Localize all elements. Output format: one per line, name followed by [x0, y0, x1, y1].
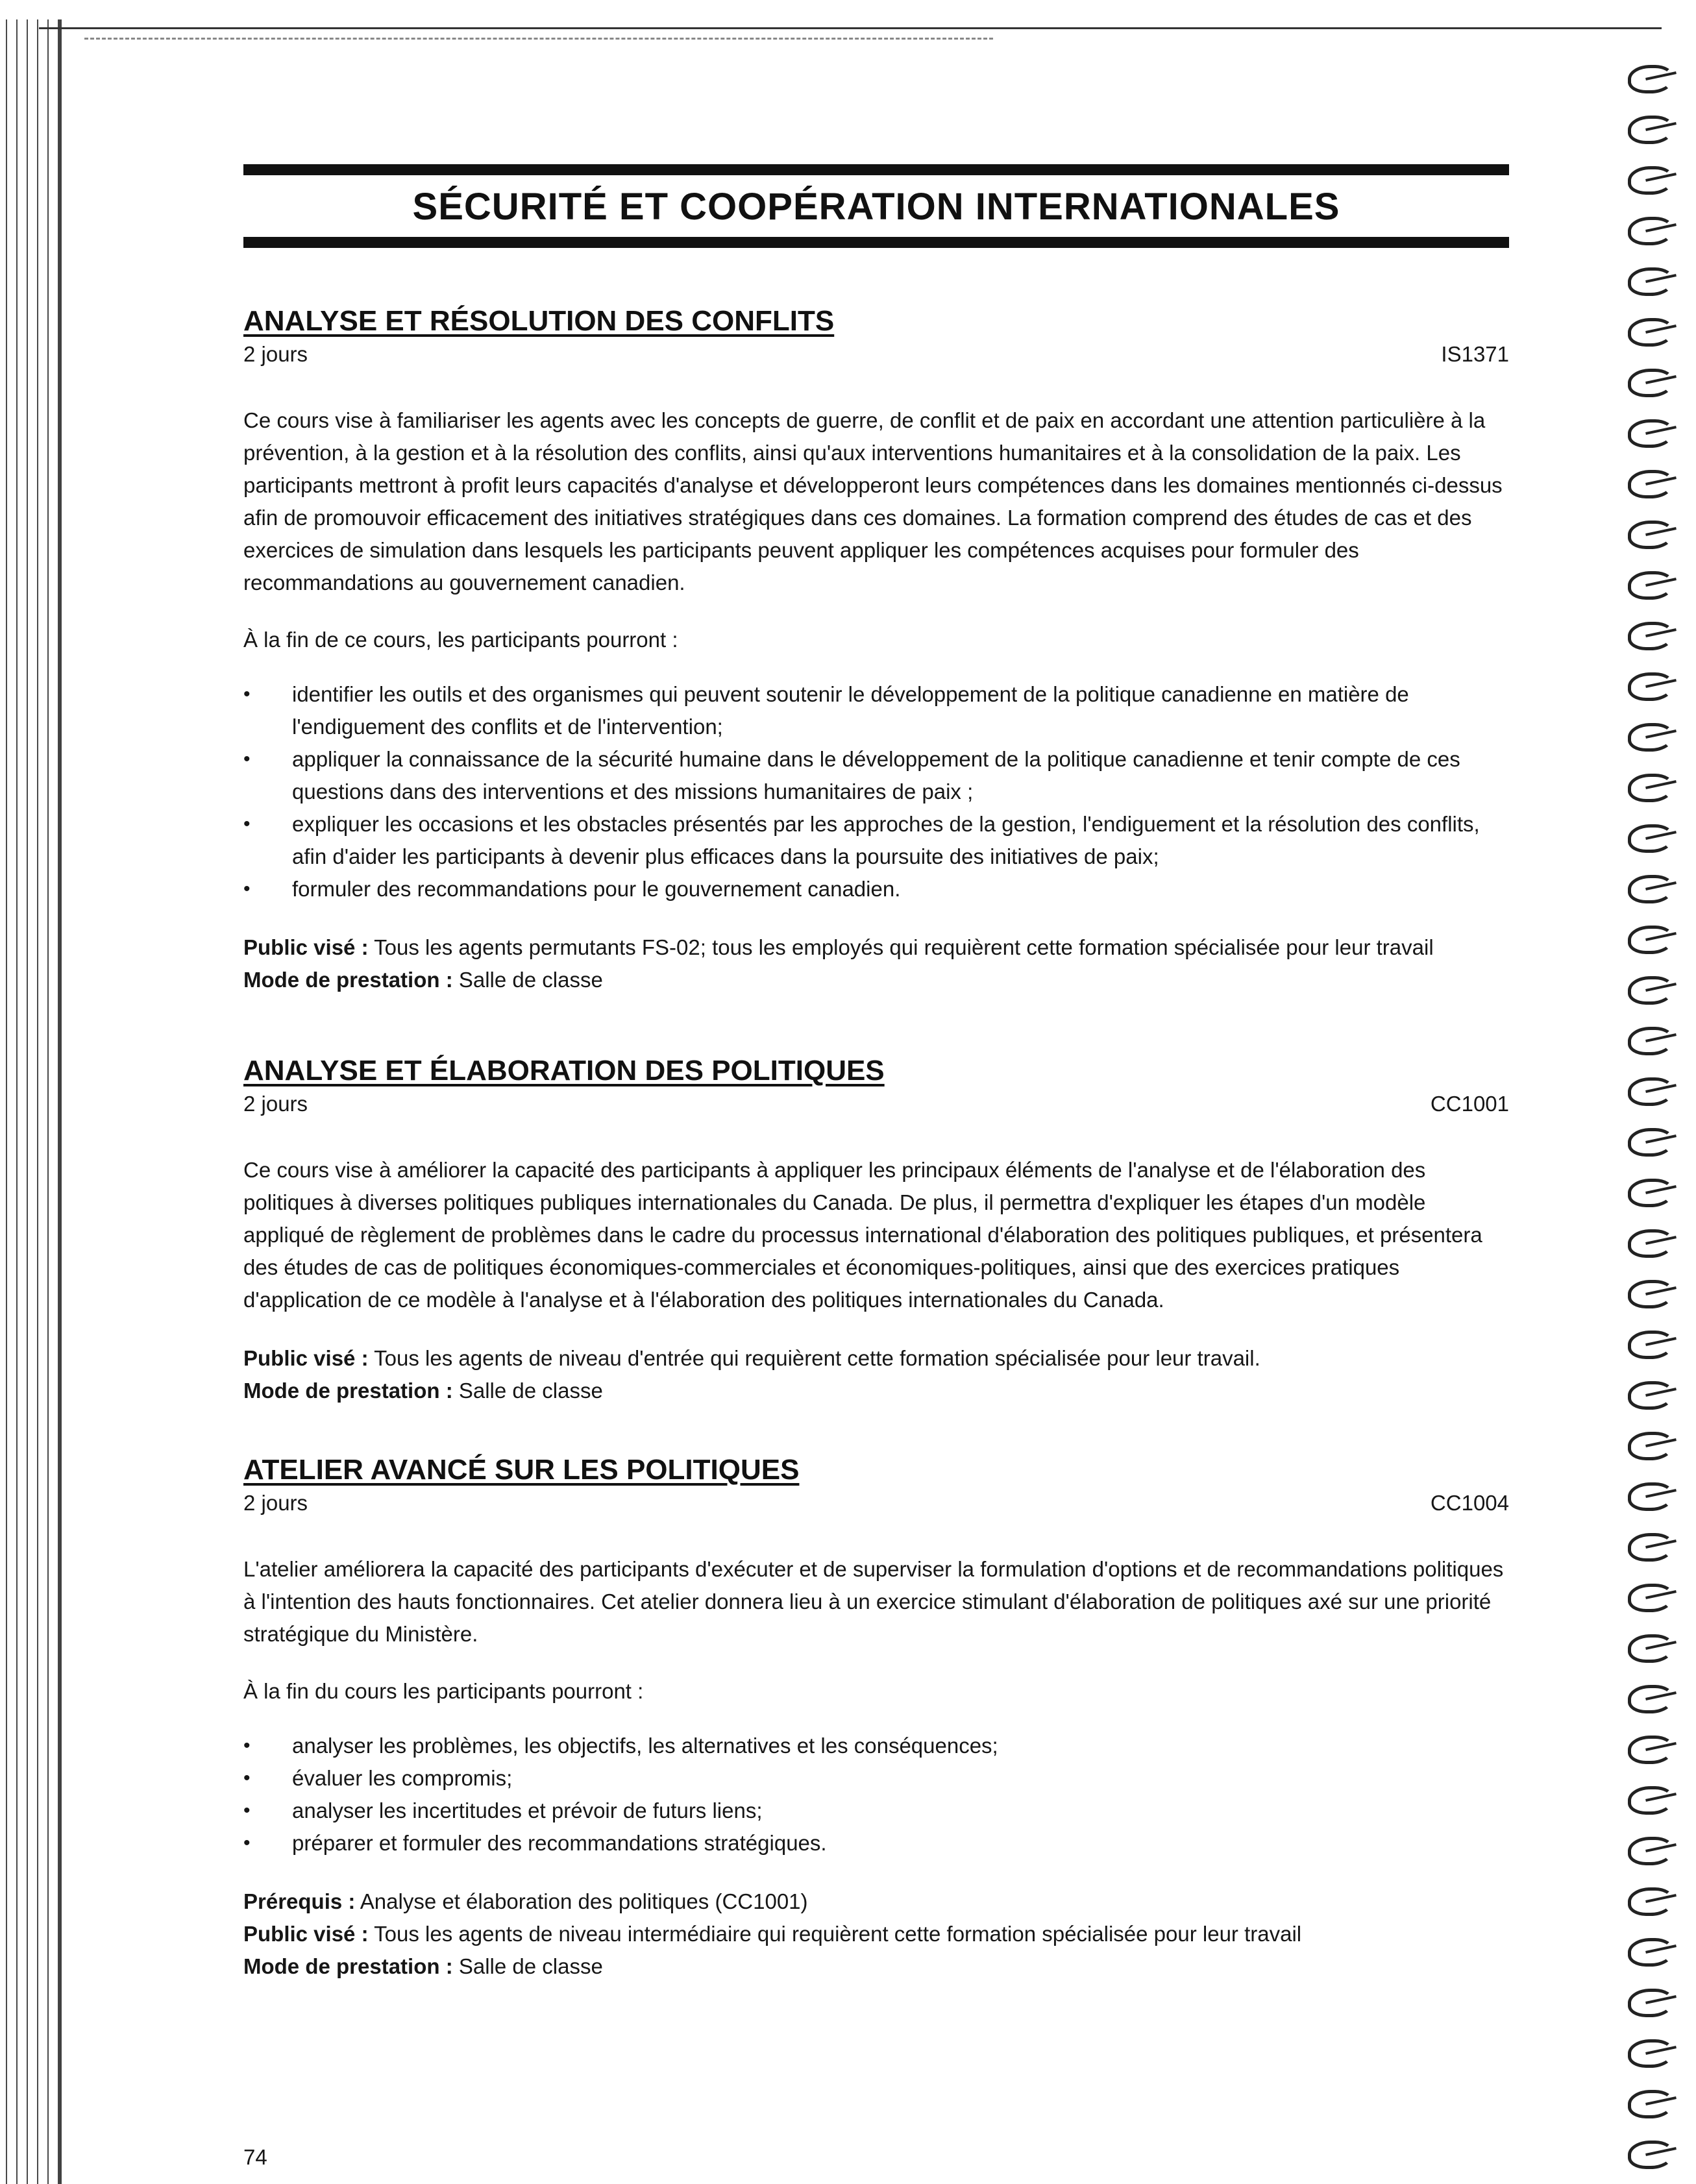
list-item: • formuler des recommandations pour le gouvernement canadien. — [243, 873, 1509, 905]
audience-line — [243, 1918, 1509, 1950]
course-title: ANALYSE ET ÉLABORATION DES POLITIQUES — [243, 1055, 885, 1086]
spiral-loop — [1628, 824, 1673, 853]
spiral-loop — [1628, 2039, 1673, 2068]
list-item: • identifier les outils et des organismes qui peuvent soutenir le développement de la politique canadienne en matière de l'endiguement des conflits et de l'intervention; — [243, 678, 1509, 743]
spiral-loop — [1628, 1331, 1673, 1359]
list-item: • préparer et formuler des recommandations stratégiques. — [243, 1827, 1509, 1859]
prerequisite-value: Analyse et élaboration des politiques (CC1001) — [360, 1889, 808, 1913]
objectives-list — [243, 678, 1509, 905]
audience-label: Public visé : — [243, 935, 369, 959]
spiral-loop — [1628, 267, 1673, 296]
spiral-loop — [1628, 369, 1673, 397]
delivery-line — [243, 1950, 1509, 1983]
objectives-intro: À la fin du cours les participants pourront : — [243, 1678, 644, 1703]
audience-line — [243, 1342, 1509, 1375]
spiral-loop — [1628, 470, 1673, 498]
spiral-loop — [1628, 1027, 1673, 1055]
course-description: Ce cours vise à familiariser les agents avec les concepts de guerre, de conflit et de paix en accordant une attention particulière à la prévention, à la gestion et à la résolution des conflits, ainsi qu'aux interventions humanitaires et à la consolidation de la paix. Les participants mettront à profit leurs capacités d'analyse et développeront leurs compétences dans les domaines mentionnés ci-dessus afin de promouvoir efficacement des initiatives stratégiques dans ces domaines. La formation comprend des études de cas et des exercices de simulation dans lesquels les participants peuvent appliquer les compétences acquises pour formuler des recommandations au gouvernement canadien. — [243, 408, 1503, 595]
course-meta — [243, 1491, 1509, 1515]
binding-edge — [0, 19, 62, 2184]
spiral-loop — [1628, 1685, 1673, 1713]
spiral-loop — [1628, 2141, 1673, 2169]
course-code: IS1371 — [1441, 341, 1509, 366]
spiral-loop — [1628, 1736, 1673, 1764]
spiral-loop — [1628, 672, 1673, 701]
spiral-loop — [1628, 1229, 1673, 1258]
spiral-loop — [1628, 1280, 1673, 1308]
audience-value: Tous les agents permutants FS-02; tous les employés qui requièrent cette formation spécialisée pour leur travail — [374, 935, 1434, 959]
spiral-loop — [1628, 1837, 1673, 1865]
list-item: • analyser les problèmes, les objectifs, les alternatives et les conséquences; — [243, 1730, 1509, 1762]
spiral-loop — [1628, 1786, 1673, 1815]
course-title: ANALYSE ET RÉSOLUTION DES CONFLITS — [243, 305, 835, 337]
page-title: SÉCURITÉ ET COOPÉRATION INTERNATIONALES — [412, 186, 1340, 228]
course-section-cc1001 — [243, 1055, 1509, 1407]
list-item: • expliquer les occasions et les obstacles présentés par les approches de la gestion, l'endiguement et la résolution des conflits, afin d'aider les participants à devenir plus efficaces dans la poursuite des initiatives de paix; — [243, 808, 1509, 873]
course-section-is1371 — [243, 305, 1509, 996]
spiral-loop — [1628, 976, 1673, 1005]
audience-value: Tous les agents de niveau intermédiaire qui requièrent cette formation spécialisée pour leur travail — [374, 1921, 1302, 1946]
spiral-loop — [1628, 65, 1673, 93]
title-rule-top — [243, 164, 1509, 175]
course-section-cc1004 — [243, 1454, 1509, 1983]
spiral-loop — [1628, 1533, 1673, 1562]
prerequisite-label: Prérequis : — [243, 1889, 356, 1913]
spiral-loop — [1628, 318, 1673, 347]
list-item: • appliquer la connaissance de la sécurité humaine dans le développement de la politique canadienne et tenir compte de ces questions dans des interventions et des missions humanitaires de paix ; — [243, 743, 1509, 808]
spiral-loop — [1628, 1887, 1673, 1916]
spiral-loop — [1628, 622, 1673, 650]
delivery-line — [243, 1375, 1509, 1407]
delivery-label: Mode de prestation : — [243, 1954, 453, 1978]
objectives-intro: À la fin de ce cours, les participants pourront : — [243, 627, 678, 652]
spiral-loop — [1628, 1077, 1673, 1106]
spiral-loop — [1628, 2090, 1673, 2118]
course-meta — [243, 342, 1509, 367]
course-code: CC1004 — [1430, 1490, 1509, 1515]
spiral-loop — [1628, 166, 1673, 195]
spiral-loop — [1628, 1179, 1673, 1207]
spiral-loop — [1628, 1381, 1673, 1410]
spiral-loop — [1628, 1634, 1673, 1663]
course-code: CC1001 — [1430, 1091, 1509, 1116]
spiral-loop — [1628, 1584, 1673, 1612]
spiral-loop — [1628, 1128, 1673, 1157]
spiral-loop — [1628, 521, 1673, 549]
course-description: Ce cours vise à améliorer la capacité des participants à appliquer les principaux éléments de l'analyse et de l'élaboration des politiques à diverses politiques publiques internationales du Canada. De plus, il permettra d'expliquer les étapes d'un modèle appliqué de règlement de problèmes dans le cadre du processus international d'élaboration des politiques publiques, et présentera des études de cas de politiques économiques-commerciales et économiques-politiques, ainsi que des exercices pratiques d'application de ce modèle à l'analyse et à l'élaboration des politiques internationales du Canada. — [243, 1157, 1482, 1312]
audience-label: Public visé : — [243, 1345, 369, 1370]
course-meta — [243, 1092, 1509, 1116]
delivery-line — [243, 964, 1509, 996]
spiral-loop — [1628, 116, 1673, 144]
prerequisite-line — [243, 1885, 1509, 1918]
course-description: L'atelier améliorera la capacité des participants d'exécuter et de superviser la formulation d'options et de recommandations politiques à l'intention des hauts fonctionnaires. Cet atelier donnera lieu à un exercice stimulant d'élaboration de politiques axé sur une priorité stratégique du Ministère. — [243, 1556, 1504, 1646]
delivery-value: Salle de classe — [458, 967, 603, 992]
delivery-label: Mode de prestation : — [243, 967, 453, 992]
spiral-loop — [1628, 774, 1673, 802]
spiral-binding — [1616, 39, 1696, 2181]
spiral-loop — [1628, 217, 1673, 245]
spiral-loop — [1628, 926, 1673, 954]
spiral-loop — [1628, 419, 1673, 448]
delivery-value: Salle de classe — [458, 1378, 603, 1403]
audience-label: Public visé : — [243, 1921, 369, 1946]
course-duration: 2 jours — [243, 341, 308, 366]
course-title: ATELIER AVANCÉ SUR LES POLITIQUES — [243, 1454, 800, 1486]
course-duration: 2 jours — [243, 1091, 308, 1116]
spiral-loop — [1628, 1989, 1673, 2017]
title-rule-bottom — [243, 237, 1509, 248]
spiral-loop — [1628, 571, 1673, 600]
spiral-loop — [1628, 1482, 1673, 1511]
list-item: • analyser les incertitudes et prévoir de futurs liens; — [243, 1795, 1509, 1827]
objectives-list — [243, 1730, 1509, 1859]
audience-value: Tous les agents de niveau d'entrée qui requièrent cette formation spécialisée pour leur travail. — [374, 1345, 1260, 1370]
list-item: • évaluer les compromis; — [243, 1762, 1509, 1795]
spiral-loop — [1628, 1938, 1673, 1967]
delivery-value: Salle de classe — [458, 1954, 603, 1978]
course-duration: 2 jours — [243, 1490, 308, 1515]
spiral-loop — [1628, 723, 1673, 752]
delivery-label: Mode de prestation : — [243, 1378, 453, 1403]
page-top-edge-dashed — [84, 38, 993, 40]
spiral-loop — [1628, 1432, 1673, 1460]
audience-line — [243, 931, 1509, 964]
spiral-loop — [1628, 875, 1673, 903]
page-top-edge — [39, 27, 1662, 29]
page-number: 74 — [243, 2145, 267, 2169]
